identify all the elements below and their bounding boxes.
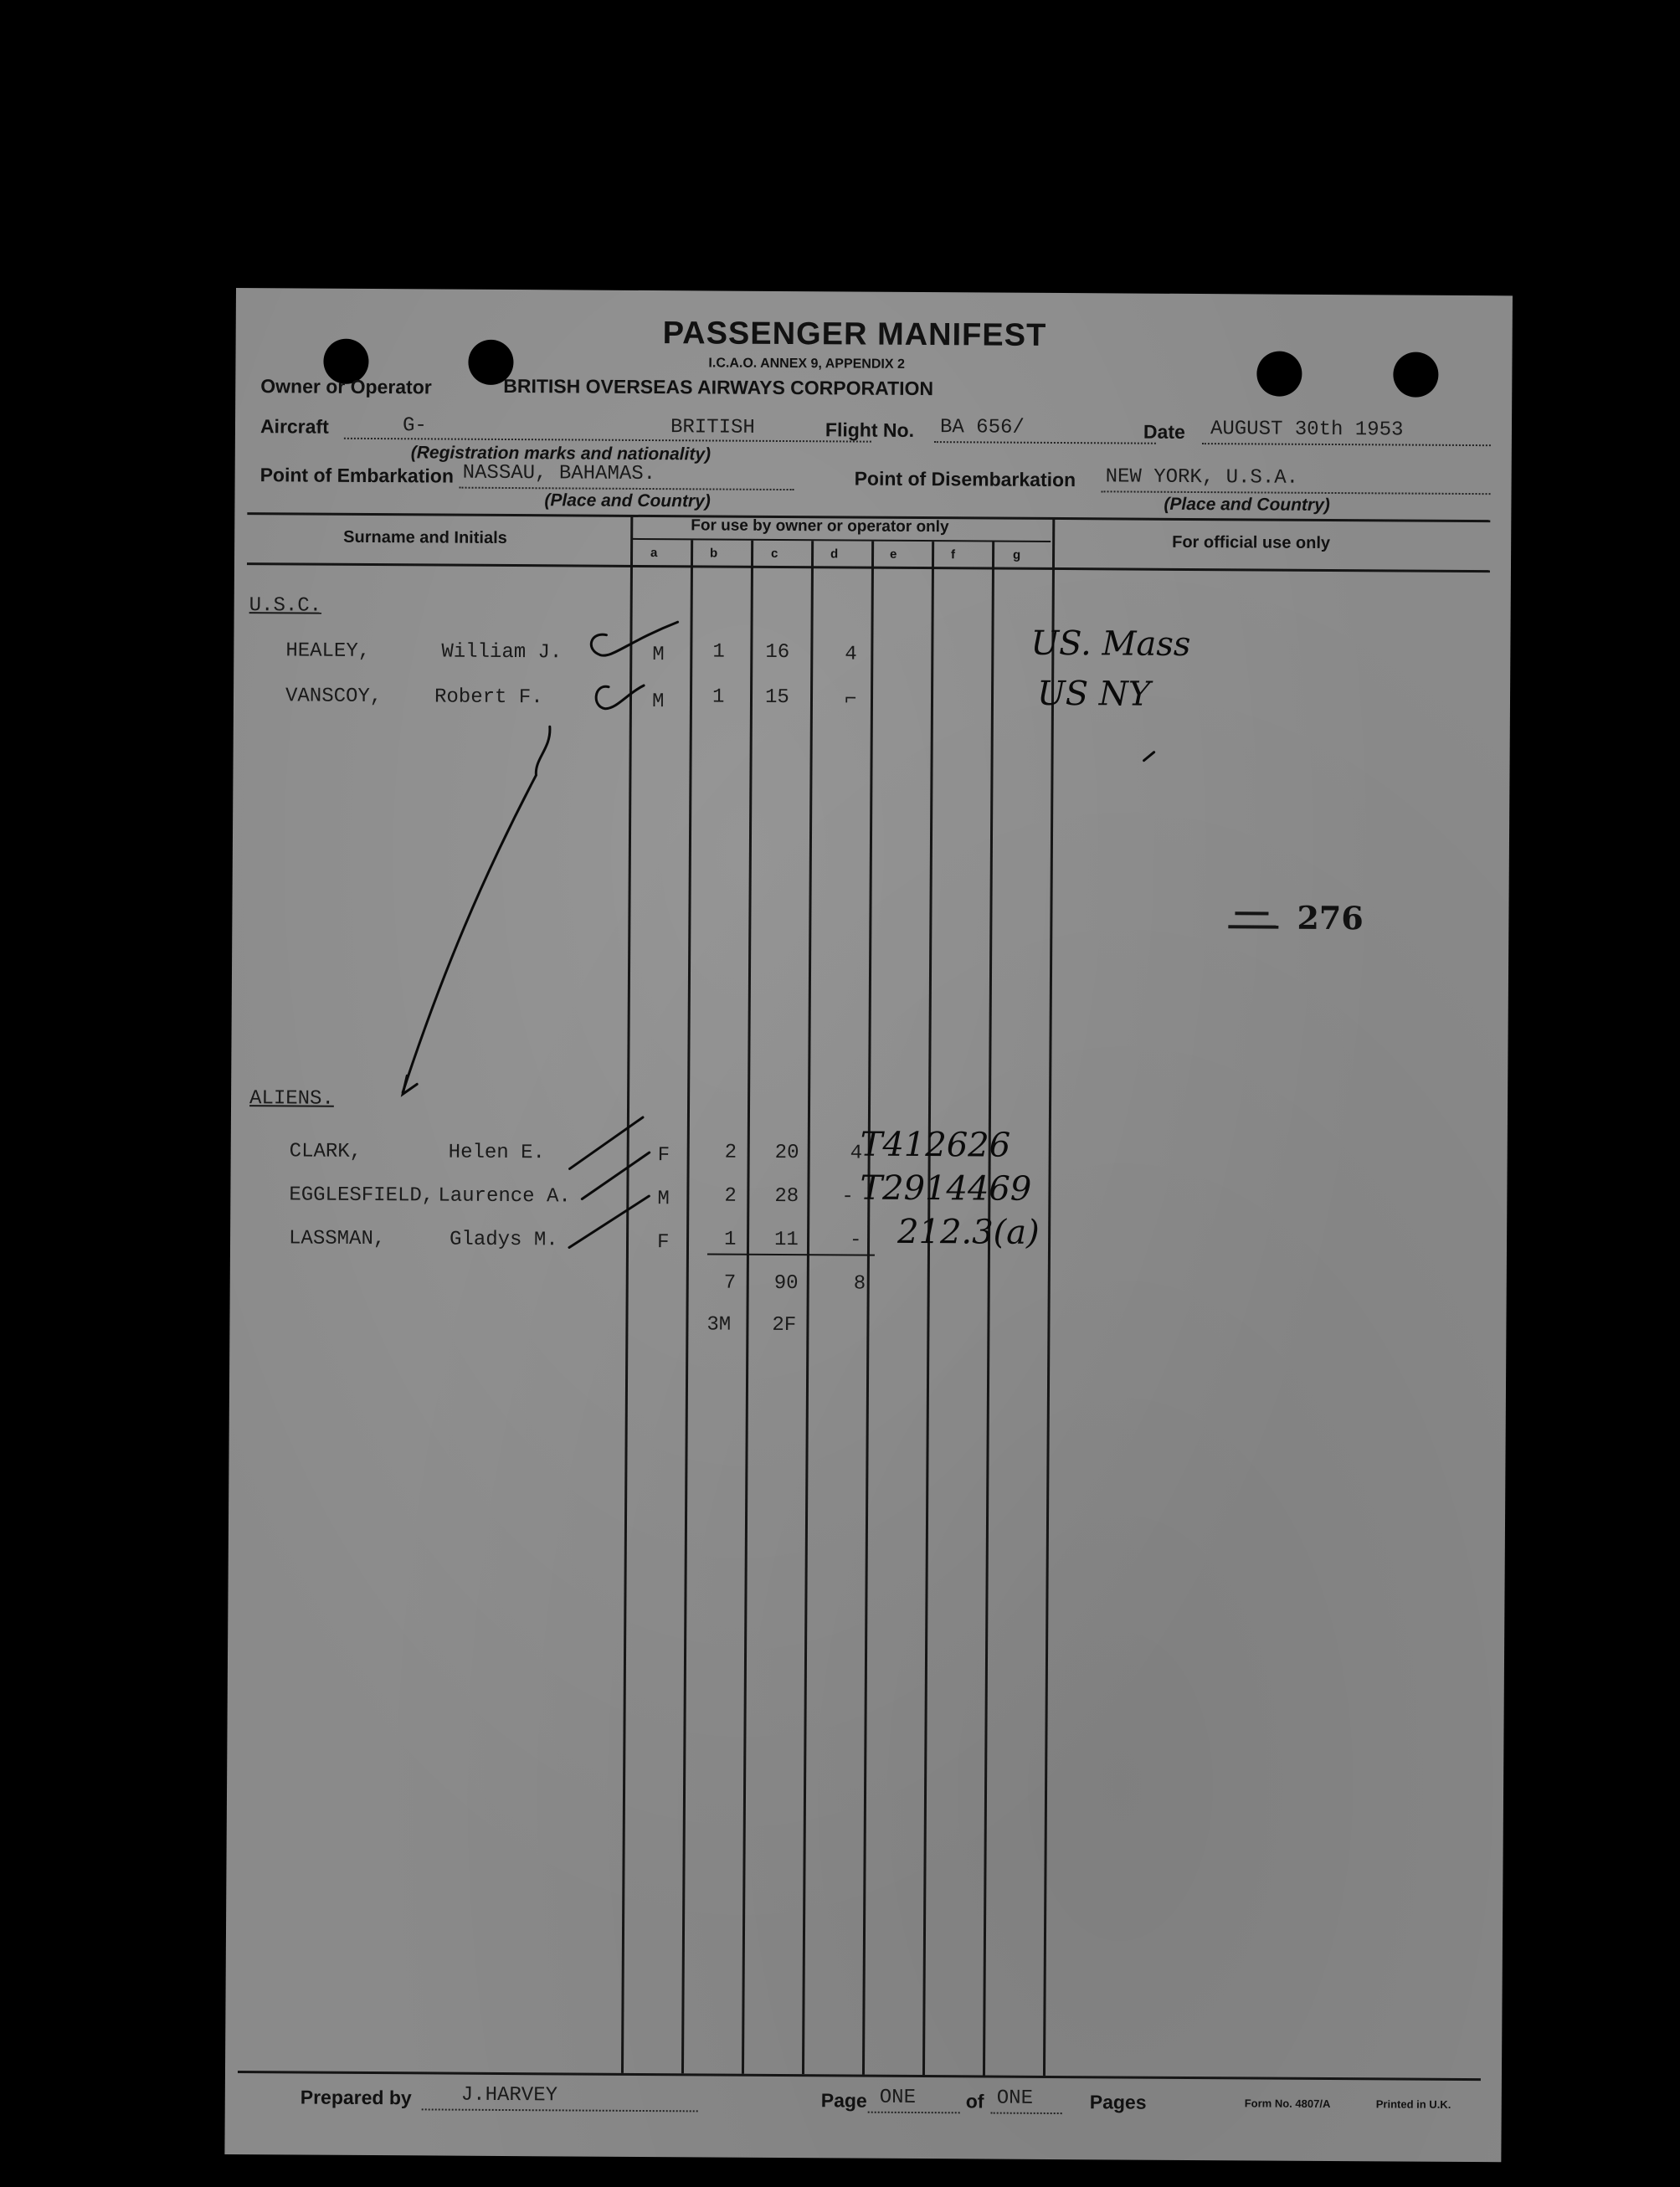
row3-d: 4 (850, 1142, 863, 1165)
date-label: Date (1143, 420, 1185, 443)
row1-note: US. Mass (1030, 624, 1191, 664)
row5-a: F (656, 1231, 670, 1255)
row4-d: - (841, 1185, 854, 1209)
disembarkation-value: NEW YORK, U.S.A. (1105, 465, 1299, 490)
flight-value: BA 656/ (939, 416, 1025, 439)
total-c2: 2F (772, 1313, 797, 1337)
row5-b: 1 (723, 1228, 737, 1251)
col-name-header: Surname and Initials (343, 527, 507, 547)
prepared-value: J.HARVEY (460, 2083, 558, 2107)
col-letter-b: b (710, 546, 718, 561)
row1-surname: HEALEY, (285, 639, 371, 663)
disembarkation-label: Point of Disembarkation (854, 467, 1076, 491)
row2-b: 1 (712, 685, 725, 709)
embarkation-note: (Place and Country) (544, 490, 711, 511)
total-c: 90 (773, 1271, 799, 1296)
row3-surname: CLARK, (289, 1140, 362, 1163)
row3-c: 20 (774, 1141, 799, 1165)
row3-a: F (657, 1144, 670, 1168)
row1-c: 16 (765, 640, 790, 665)
row1-a: M (652, 644, 665, 667)
of-label: of (965, 2090, 984, 2113)
total-b2: 3M (706, 1313, 732, 1337)
row4-surname: EGGLESFIELD, (289, 1183, 434, 1208)
row1-d: 4 (845, 643, 857, 666)
embarkation-value: NASSAU, BAHAMAS. (462, 461, 656, 486)
registration-note: (Registration marks and nationality) (410, 443, 712, 465)
row2-surname: VANSCOY, (285, 685, 383, 709)
row2-note: US NY (1036, 674, 1151, 714)
row3-note: T412626 (860, 1125, 1011, 1165)
owner-label: Owner or Operator (260, 375, 432, 398)
row1-b: 1 (712, 640, 725, 664)
row4-b: 2 (724, 1184, 737, 1208)
row5-surname: LASSMAN, (288, 1227, 386, 1251)
owner-value: BRITISH OVERSEAS AIRWAYS CORPORATION (503, 374, 934, 400)
of-value: ONE (996, 2087, 1034, 2110)
row3-given: Helen E. (448, 1141, 545, 1165)
row5-d: - (849, 1229, 862, 1252)
pages-label: Pages (1089, 2091, 1147, 2113)
row2-d: ⌐ (844, 688, 857, 711)
col-letter-d: d (830, 547, 839, 562)
row3-b: 2 (724, 1141, 737, 1164)
page-subtitle: I.C.A.O. ANNEX 9, APPENDIX 2 (708, 356, 905, 372)
printed-note: Printed in U.K. (1375, 2097, 1451, 2111)
row4-a: M (657, 1188, 670, 1211)
embarkation-label: Point of Embarkation (259, 464, 455, 487)
col-letter-c: c (771, 546, 778, 561)
manifest-sheet (224, 288, 1513, 2162)
prepared-label: Prepared by (300, 2086, 412, 2109)
nationality-value: BRITISH (670, 416, 755, 439)
row4-given: Laurence A. (438, 1184, 571, 1209)
section-usc: U.S.C. (249, 594, 322, 618)
aircraft-label: Aircraft (259, 415, 329, 438)
total-d: 8 (853, 1272, 866, 1296)
col-letter-e: e (890, 547, 897, 562)
row2-given: Robert F. (434, 685, 543, 710)
col-letter-f: f (951, 547, 956, 562)
pen-marks (224, 288, 1513, 2162)
col-operator-header: For use by owner or operator only (691, 516, 949, 536)
page-value: ONE (879, 2086, 917, 2110)
aircraft-value: G- (402, 414, 427, 438)
disembarkation-note: (Place and Country) (1164, 494, 1330, 515)
row4-note: T2914469 (860, 1168, 1032, 1209)
page-label: Page (820, 2089, 867, 2112)
form-number: Form No. 4807/A (1244, 2097, 1331, 2111)
row1-given: William J. (441, 640, 563, 665)
col-letter-g: g (1013, 547, 1021, 562)
section-aliens: ALIENS. (249, 1087, 334, 1111)
row2-a: M (651, 690, 665, 714)
total-b: 7 (723, 1271, 737, 1295)
row2-c: 15 (764, 685, 789, 710)
row5-given: Gladys M. (449, 1228, 558, 1252)
date-value: AUGUST 30th 1953 (1210, 418, 1404, 442)
row4-c: 28 (774, 1184, 799, 1209)
flight-label: Flight No. (825, 418, 915, 441)
stamp-number: 276 (1297, 898, 1364, 937)
page-title: PASSENGER MANIFEST (662, 316, 1047, 353)
col-official-header: For official use only (1172, 532, 1331, 552)
col-letter-a: a (650, 546, 658, 561)
row5-note: 212.3(a) (897, 1212, 1040, 1252)
row5-c: 11 (773, 1228, 799, 1252)
